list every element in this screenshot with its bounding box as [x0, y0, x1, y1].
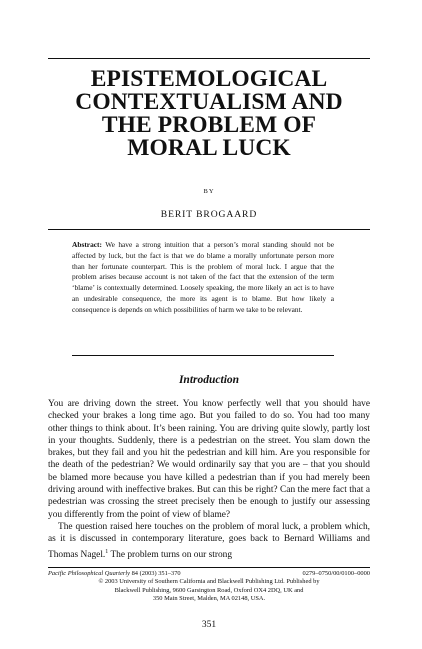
title-line: CONTEXTUALISM AND — [75, 89, 343, 115]
journal-issn: 0279–0750/00/0100–0000 — [302, 570, 370, 577]
title-line: THE PROBLEM OF — [101, 112, 317, 138]
abstract-label: Abstract: — [72, 240, 102, 249]
journal-footer — [48, 570, 370, 604]
section-heading: Introduction — [178, 374, 240, 386]
title-line: MORAL LUCK — [127, 135, 291, 161]
page-number: 351 — [201, 620, 217, 630]
article-title — [48, 68, 370, 160]
byline-label: BY — [203, 188, 215, 195]
footnote-marker[interactable]: 1 — [105, 548, 109, 555]
body-paragraph-text: The question raised here touches on the problem of moral luck, a problem which, as it is discussed in contemporary literature, goes back to Bernard Williams and Thomas Nagel. — [48, 521, 370, 560]
footer-rule — [48, 567, 370, 568]
abstract — [72, 240, 334, 316]
abstract-text: We have a strong intuition that a person’s moral standing should not be affected by luck, but the fact is that we do blame a morally unfortunate person more than her fortunate counterpart. This is the problem of moral luck. I argue that the problem arises because account is not taken of the fact that the extension of the term ‘blame’ is contextually determined. Loosely speaking, the more likely an act is to have an undesirable consequence, the more its agent is to blame. But how likely a consequence is depends on which possibilities of harm we take to be relevant. — [72, 240, 334, 314]
journal-citation-line — [48, 570, 370, 578]
copyright-line: 350 Main Street, Malden, MA 02148, USA. — [152, 595, 266, 603]
copyright-line: Blackwell Publishing, 9600 Garsington Road, Oxford OX4 2DQ, UK and — [114, 586, 304, 594]
top-rule — [48, 58, 370, 59]
journal-name: Pacific Philosophical Quarterly — [48, 570, 130, 577]
abstract-rule — [72, 355, 334, 356]
title-line: EPISTEMOLOGICAL — [90, 66, 328, 92]
body-paragraph-text: The problem turns on our strong — [108, 549, 233, 560]
body-paragraph — [48, 521, 370, 561]
header-rule — [48, 229, 370, 230]
copyright-line: © 2003 University of Southern California and Blackwell Publishing Ltd. Published by — [98, 578, 320, 586]
body-paragraph: You are driving down the street. You know perfectly well that you should have checked your brakes a long time ago. But you failed to do so. You had too many other things to think about. It’s been raining. You are driving quite slowly, partly lost in your thoughts. Suddenly, there is a pedestrian on the street. You slam down the brakes, but they fail and you hit the pedestrian and kill him. Are you responsible for the death of the pedestrian? We would ordinarily say that you are – that you should be blamed more because you have killed a pedestrian than if you had merely been driving around with ineffective brakes. But can this be right? Can the mere fact that a pedestrian was crossing the street precisely then be enough to justify our assessing you differently from the point of view of blame? — [48, 399, 370, 520]
journal-citation: 84 (2003) 351–370 — [131, 570, 181, 577]
author-name: BERIT BROGAARD — [160, 209, 258, 220]
body-text — [48, 398, 370, 561]
